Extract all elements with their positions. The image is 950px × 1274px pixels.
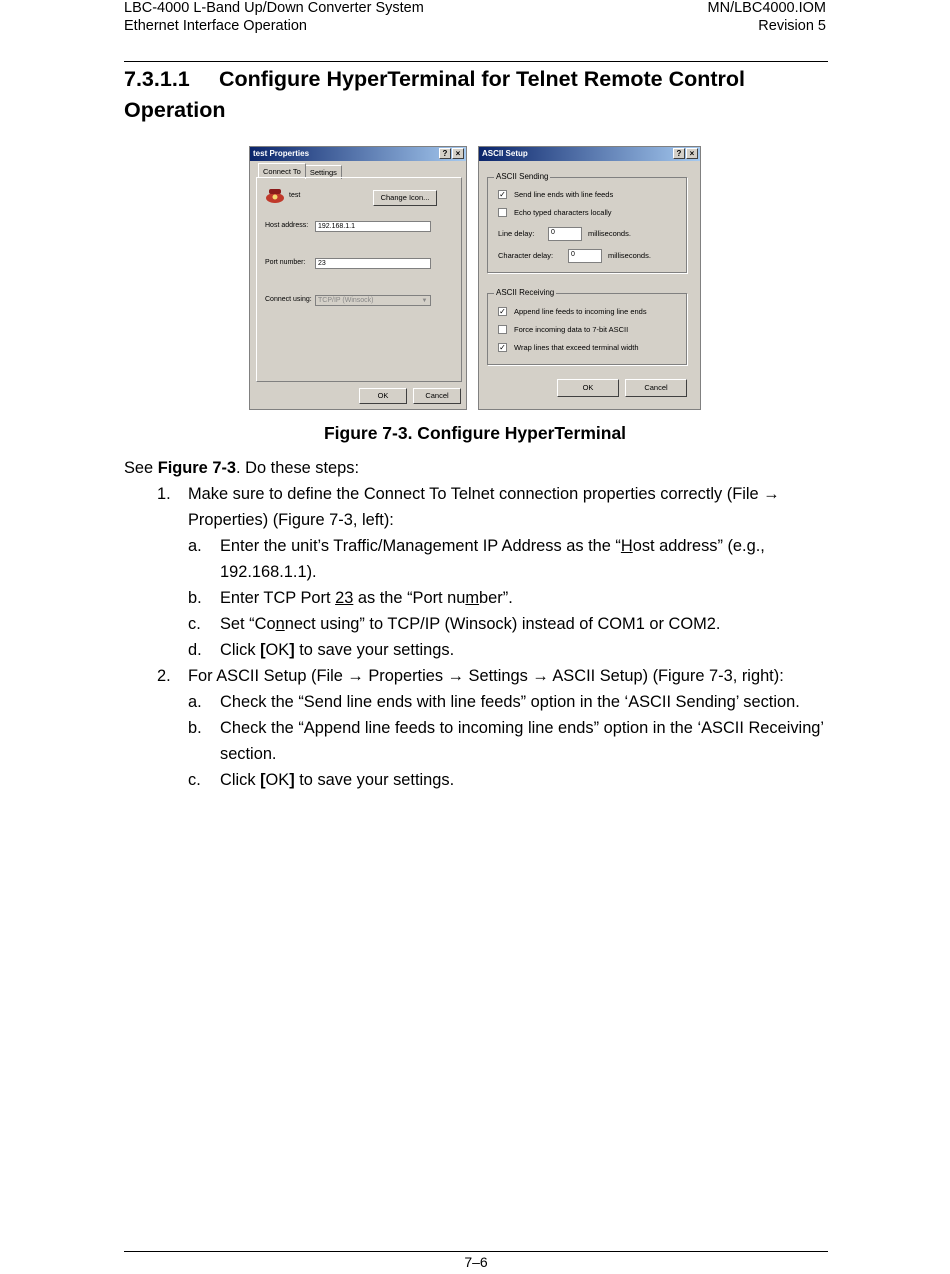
- step-1c-marker: c.: [188, 615, 201, 633]
- help-button[interactable]: ?: [673, 148, 685, 159]
- step-2-marker: 2.: [157, 667, 171, 685]
- properties-title: test Properties: [253, 149, 310, 158]
- page-number: 7–6: [464, 1254, 488, 1270]
- send-line-ends-label: Send line ends with line feeds: [514, 190, 614, 199]
- step-2c: [124, 767, 834, 793]
- step-1b: [124, 585, 834, 611]
- ascii-receiving-group: [487, 288, 687, 365]
- page-header: [124, 0, 828, 62]
- step-1a-marker: a.: [188, 537, 202, 555]
- line-delay-unit: milliseconds.: [588, 229, 631, 238]
- properties-title-bar: [250, 147, 466, 161]
- step-2c-bracket-close: ]: [289, 771, 295, 789]
- step-1d-bracket-close: ]: [289, 641, 295, 659]
- line-delay-field[interactable]: 0: [548, 227, 582, 241]
- help-button[interactable]: ?: [439, 148, 451, 159]
- step-1c-text: Set “Co: [220, 615, 276, 633]
- step-2-text: For ASCII Setup (File → Properties → Settings → ASCII Setup) (Figure 7-3, right):: [188, 667, 784, 685]
- step-1d-marker: d.: [188, 641, 202, 659]
- step-2b: [124, 715, 834, 767]
- step-1-marker: 1.: [157, 485, 171, 503]
- step-1c-hotkey: n: [275, 615, 285, 633]
- step-1b-text-mid: as the “Port nu: [353, 589, 466, 607]
- step-2c-ok: OK: [265, 771, 290, 789]
- ascii-setup-dialog: [478, 146, 701, 410]
- step-1b-hotkey: m: [465, 589, 480, 607]
- figure-reference: Figure 7-3: [157, 459, 237, 477]
- connect-using-select[interactable]: [315, 295, 431, 306]
- echo-typed-checkbox[interactable]: [498, 208, 507, 217]
- connect-using-value: TCP/IP (Winsock): [318, 297, 374, 304]
- step-1a-text: Enter the unit’s Traffic/Management IP Address as the “: [220, 537, 621, 555]
- step-2a: [124, 689, 834, 715]
- connect-to-panel: [256, 177, 462, 382]
- step-1b-marker: b.: [188, 589, 202, 607]
- connect-using-label: Connect using:: [265, 296, 312, 303]
- header-manual-title: LBC-4000 L-Band Up/Down Converter System: [124, 0, 424, 16]
- header-right: [708, 0, 826, 35]
- section-title: Configure HyperTerminal for Telnet Remote Control Operation: [124, 67, 745, 122]
- step-1d-ok: OK: [265, 641, 290, 659]
- character-delay-field[interactable]: 0: [568, 249, 602, 263]
- step-1c-text-rest: nect using” to TCP/IP (Winsock) instead of COM1 or COM2.: [284, 615, 721, 633]
- append-line-feeds-checkbox[interactable]: ✓: [499, 307, 506, 316]
- step-1a-text-rest: ost address” (e.g., 192.168.1.1).: [220, 537, 765, 581]
- step-2b-marker: b.: [188, 719, 202, 737]
- step-1d-text: Click: [220, 641, 261, 659]
- intro-text: See: [124, 459, 158, 477]
- section-number: 7.3.1.1: [124, 67, 190, 91]
- figure-caption: Figure 7-3. Configure HyperTerminal: [323, 423, 627, 443]
- ascii-receiving-title: ASCII Receiving: [496, 288, 555, 297]
- step-2a-text: Check the “Send line ends with line feeds” option in the ‘ASCII Sending’ section.: [220, 693, 800, 711]
- close-button[interactable]: ×: [686, 148, 698, 159]
- header-revision: Revision 5: [758, 18, 826, 34]
- step-1d-bracket-open: [: [260, 641, 266, 659]
- host-address-field[interactable]: 192.168.1.1: [315, 221, 431, 232]
- step-2: [124, 663, 834, 689]
- phone-icon: [265, 186, 285, 204]
- ok-button[interactable]: OK: [359, 388, 407, 404]
- step-2c-text: Click: [220, 771, 261, 789]
- tab-settings[interactable]: Settings: [305, 165, 342, 179]
- step-1-text: Make sure to define the Connect To Telnet connection properties correctly (File → Properties) (Figure 7-3, left):: [188, 485, 780, 529]
- wrap-lines-label: Wrap lines that exceed terminal width: [514, 343, 639, 352]
- section-heading: [124, 64, 824, 126]
- echo-typed-label: Echo typed characters locally: [514, 208, 612, 217]
- ascii-sending-group: [487, 172, 687, 273]
- step-1c: [124, 611, 834, 637]
- ascii-title: ASCII Setup: [482, 149, 528, 158]
- wrap-lines-checkbox[interactable]: ✓: [499, 343, 506, 352]
- cancel-button[interactable]: Cancel: [413, 388, 461, 404]
- step-1b-port: 23: [335, 589, 354, 607]
- connection-name: test: [289, 192, 301, 199]
- port-number-label: Port number:: [265, 259, 306, 266]
- step-1b-text-rest: ber”.: [479, 589, 513, 607]
- cancel-button[interactable]: Cancel: [625, 379, 687, 397]
- instructions: [124, 455, 834, 793]
- force-7bit-checkbox[interactable]: [498, 325, 507, 334]
- figure-hyperterminal: [249, 146, 701, 410]
- step-2b-text: Check the “Append line feeds to incoming line ends” option in the ‘ASCII Receiving’ section.: [220, 719, 824, 763]
- properties-dialog: [249, 146, 467, 410]
- send-line-ends-checkbox[interactable]: ✓: [499, 190, 506, 199]
- step-1d-text-rest: to save your settings.: [294, 641, 455, 659]
- close-button[interactable]: ×: [452, 148, 464, 159]
- step-2c-text-rest: to save your settings.: [294, 771, 455, 789]
- header-doc-number: MN/LBC4000.IOM: [707, 0, 826, 16]
- ascii-title-bar: [479, 147, 700, 161]
- page-footer: [124, 1251, 828, 1270]
- intro-text-rest: . Do these steps:: [236, 459, 360, 477]
- step-2c-marker: c.: [188, 771, 201, 789]
- step-1a-hotkey: H: [620, 537, 633, 555]
- header-left: [124, 0, 424, 35]
- character-delay-label: Character delay:: [498, 251, 554, 260]
- line-delay-label: Line delay:: [498, 229, 535, 238]
- host-address-label: Host address:: [265, 222, 309, 229]
- change-icon-button[interactable]: Change Icon...: [373, 190, 437, 206]
- ascii-sending-title: ASCII Sending: [496, 172, 549, 181]
- port-number-field[interactable]: 23: [315, 258, 431, 269]
- chevron-down-icon: ▼: [421, 298, 428, 304]
- step-1d: [124, 637, 834, 663]
- step-2c-bracket-open: [: [260, 771, 266, 789]
- intro-paragraph: [124, 455, 834, 481]
- ok-button[interactable]: OK: [557, 379, 619, 397]
- step-2a-marker: a.: [188, 693, 202, 711]
- step-1a: [124, 533, 834, 585]
- force-7bit-label: Force incoming data to 7-bit ASCII: [514, 325, 629, 334]
- header-chapter-title: Ethernet Interface Operation: [124, 18, 307, 34]
- step-1: [124, 481, 834, 533]
- tab-connect-to[interactable]: Connect To: [258, 163, 306, 178]
- step-1b-text: Enter TCP Port: [220, 589, 336, 607]
- character-delay-unit: milliseconds.: [608, 251, 651, 260]
- append-line-feeds-label: Append line feeds to incoming line ends: [514, 307, 647, 316]
